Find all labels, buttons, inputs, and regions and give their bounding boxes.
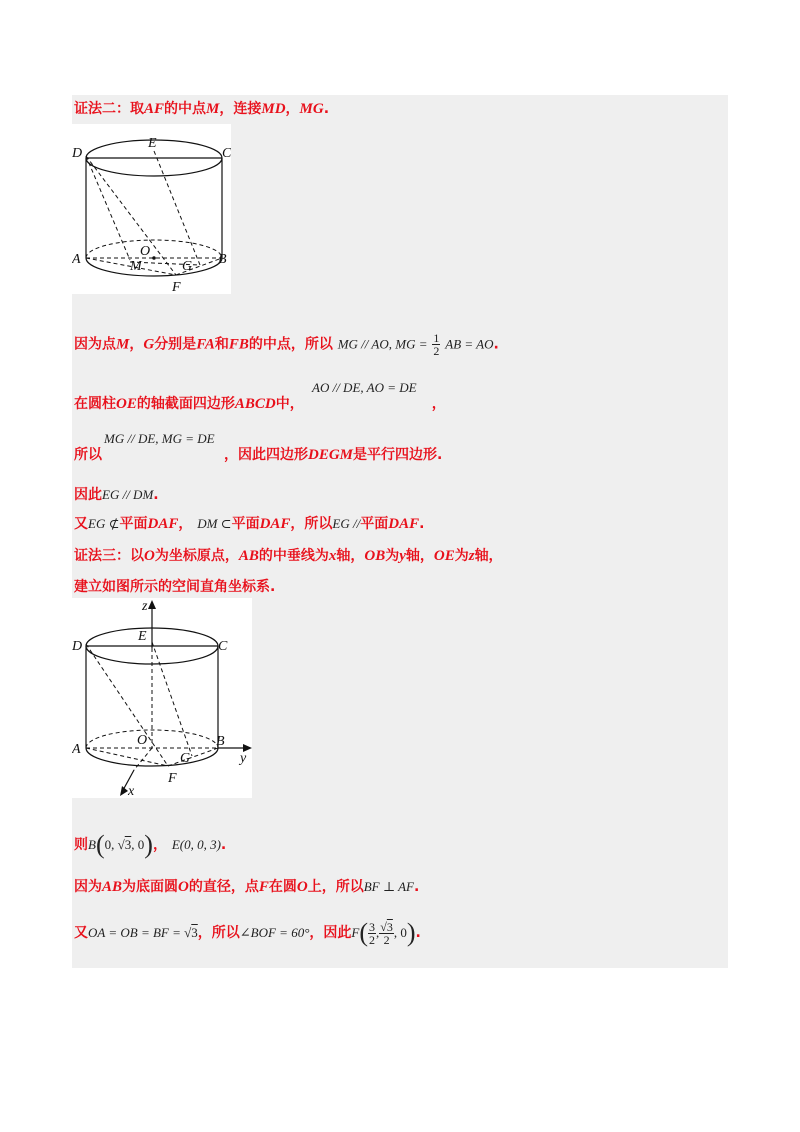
label-A: A bbox=[72, 252, 81, 267]
math-var: MG bbox=[299, 101, 324, 117]
text: . bbox=[413, 879, 420, 895]
cylinder-figure-2 bbox=[72, 598, 252, 798]
math-var: y bbox=[399, 548, 406, 564]
text: 为 bbox=[385, 548, 400, 564]
denominator: 2 bbox=[383, 932, 390, 947]
numerator: 1 bbox=[433, 331, 440, 345]
math-var: OE bbox=[433, 548, 455, 564]
text: 因为 bbox=[74, 879, 102, 895]
math-expression: E(0, 0, 3) bbox=[171, 837, 221, 852]
text: ， bbox=[129, 336, 144, 353]
proof3-line-5 bbox=[74, 918, 421, 948]
math-expression: MG // AO, MG = bbox=[337, 336, 428, 352]
text: ，因此 bbox=[309, 925, 352, 941]
text: 的直径，点 bbox=[188, 879, 259, 895]
text: 因此 bbox=[74, 487, 102, 503]
math-var: O bbox=[144, 548, 155, 564]
label-G: G bbox=[180, 751, 191, 766]
math-expression: BF ⊥ AF bbox=[363, 879, 414, 894]
math-expression: , 0 bbox=[393, 925, 407, 940]
text: 在圆 bbox=[268, 879, 297, 895]
paren-open: ( bbox=[359, 918, 369, 947]
cylinder-figure-1 bbox=[72, 124, 231, 294]
label-G: G bbox=[182, 259, 193, 274]
proof2-line-5 bbox=[74, 513, 424, 533]
label-B: B bbox=[216, 734, 225, 749]
math-expression: EG ⊄ bbox=[88, 516, 120, 531]
paren-open: ( bbox=[95, 830, 105, 859]
text: ，连接 bbox=[219, 101, 262, 117]
label-A: A bbox=[72, 742, 81, 757]
proof2-line-2 bbox=[74, 393, 446, 413]
text: 平面 bbox=[119, 516, 148, 532]
math-expression: DM ⊂ bbox=[197, 516, 232, 531]
math-var: AF bbox=[144, 101, 165, 117]
text: ，所以 bbox=[290, 516, 333, 532]
label-B: B bbox=[218, 252, 227, 267]
math-expression: MG // DE, MG = DE bbox=[104, 431, 215, 446]
text: 中， bbox=[275, 396, 304, 412]
math-expression: 0, bbox=[104, 837, 118, 852]
text: 则 bbox=[74, 837, 88, 853]
math-var: FA bbox=[196, 336, 215, 353]
cylinder-diagram-1 bbox=[72, 124, 231, 294]
label-F: F bbox=[172, 280, 181, 294]
text: 的中垂线为 bbox=[258, 548, 329, 564]
text: 分别是 bbox=[154, 336, 197, 353]
math-var: FB bbox=[228, 336, 249, 353]
math-var: DAF bbox=[259, 516, 291, 532]
text: 的中点，所以 bbox=[248, 336, 333, 353]
proof3-heading bbox=[74, 545, 503, 565]
math-radicand: 3 bbox=[386, 919, 393, 934]
text: 的轴截面四边形 bbox=[136, 396, 235, 412]
math-var: AB bbox=[238, 548, 259, 564]
text: 平面 bbox=[360, 516, 389, 532]
text: . bbox=[419, 516, 425, 532]
text: ， bbox=[152, 837, 167, 853]
text: 和 bbox=[214, 336, 229, 353]
math-var: G bbox=[143, 336, 155, 353]
text: . bbox=[493, 336, 499, 353]
math-var: AB bbox=[102, 879, 123, 895]
text: ，所以 bbox=[197, 925, 240, 941]
proof3-line-2: 建立如图所示的空间直角坐标系. bbox=[74, 579, 276, 595]
math-radicand: 3 bbox=[124, 837, 132, 852]
math-var: OB bbox=[364, 548, 386, 564]
text: . bbox=[323, 101, 330, 117]
proof2-line-3 bbox=[74, 444, 442, 464]
math-var: O bbox=[296, 879, 308, 895]
text: ， bbox=[285, 101, 300, 117]
proof3-line-3 bbox=[74, 830, 226, 860]
label-O: O bbox=[140, 244, 151, 259]
fraction-sqrt3-halves bbox=[379, 921, 394, 946]
math-var: ABCD bbox=[234, 396, 276, 412]
text: ，因此四边形 bbox=[224, 447, 308, 463]
label-E: E bbox=[148, 136, 157, 151]
proof2-line-4 bbox=[74, 484, 159, 504]
text: 为底面圆 bbox=[122, 879, 179, 895]
text: 轴， bbox=[336, 548, 365, 564]
text: ， bbox=[178, 516, 193, 532]
label-M: M bbox=[130, 259, 142, 274]
label-C: C bbox=[218, 639, 228, 654]
math-var: z bbox=[468, 548, 475, 564]
label-F: F bbox=[168, 771, 177, 786]
text: 在圆柱 bbox=[74, 396, 116, 412]
proof2-heading bbox=[74, 98, 329, 118]
text: . bbox=[220, 837, 227, 853]
math-var: OE bbox=[116, 396, 137, 412]
label-O: O bbox=[137, 733, 148, 748]
cylinder-diagram-2 bbox=[72, 598, 252, 798]
math-var: O bbox=[178, 879, 189, 895]
denominator: 2 bbox=[369, 932, 376, 947]
text: 证法二：取 bbox=[74, 101, 144, 117]
math-var: DEGM bbox=[308, 447, 354, 463]
text: 为 bbox=[454, 548, 469, 564]
paren-close: ) bbox=[406, 918, 416, 947]
math-radicand: 3 bbox=[191, 925, 198, 940]
math-expression: AO // DE, AO = DE bbox=[312, 380, 417, 395]
label-z: z bbox=[142, 599, 148, 614]
label-x: x bbox=[128, 784, 135, 798]
math-var: M bbox=[206, 101, 220, 117]
text: 证法三：以 bbox=[74, 548, 144, 564]
math-expression: , 0 bbox=[131, 837, 145, 852]
label-E: E bbox=[138, 629, 147, 644]
math-var: M bbox=[116, 336, 130, 353]
label-y: y bbox=[240, 751, 247, 766]
numerator: √3 bbox=[380, 919, 393, 934]
proof2-line-1 bbox=[74, 332, 499, 357]
math-expression: EG // bbox=[332, 516, 361, 531]
math-var: DAF bbox=[388, 516, 420, 532]
math-expression: AB = AO bbox=[445, 336, 494, 352]
comma: , bbox=[376, 925, 380, 940]
math-var: DAF bbox=[147, 516, 179, 532]
fraction-three-halves bbox=[368, 921, 376, 946]
denominator: 2 bbox=[433, 344, 440, 358]
text: 是平行四边形. bbox=[353, 447, 443, 463]
math-var: B bbox=[88, 837, 96, 852]
text: 轴， bbox=[474, 548, 503, 564]
math-var: x bbox=[328, 548, 337, 564]
text: 因为点 bbox=[74, 336, 116, 353]
label-D: D bbox=[72, 639, 83, 654]
math-var: MD bbox=[261, 101, 286, 117]
text: 为坐标原点， bbox=[154, 548, 239, 564]
fraction-one-half bbox=[432, 332, 440, 357]
text: 所以 bbox=[74, 447, 102, 463]
math-expression: OA = OB = BF = bbox=[88, 925, 185, 940]
text: ， bbox=[431, 396, 446, 412]
numerator: 3 bbox=[369, 919, 376, 934]
text: 平面 bbox=[231, 516, 260, 532]
sqrt-sign: √ bbox=[184, 925, 192, 940]
label-C: C bbox=[222, 146, 231, 161]
math-var: F bbox=[351, 925, 360, 940]
text: 轴， bbox=[405, 548, 434, 564]
text: 又 bbox=[74, 516, 88, 532]
math-var: F bbox=[258, 879, 269, 895]
paren-close: ) bbox=[144, 830, 153, 859]
math-expression: ∠BOF = 60° bbox=[239, 925, 310, 940]
text: 又 bbox=[74, 925, 88, 941]
math-expression: EG // DM bbox=[102, 487, 154, 502]
text: . bbox=[415, 925, 421, 941]
sqrt-sign: √ bbox=[117, 837, 125, 852]
text: . bbox=[153, 487, 159, 503]
text: 的中点 bbox=[164, 101, 207, 117]
label-D: D bbox=[72, 146, 83, 161]
proof3-line-4 bbox=[74, 876, 419, 896]
text: 上，所以 bbox=[307, 879, 364, 895]
